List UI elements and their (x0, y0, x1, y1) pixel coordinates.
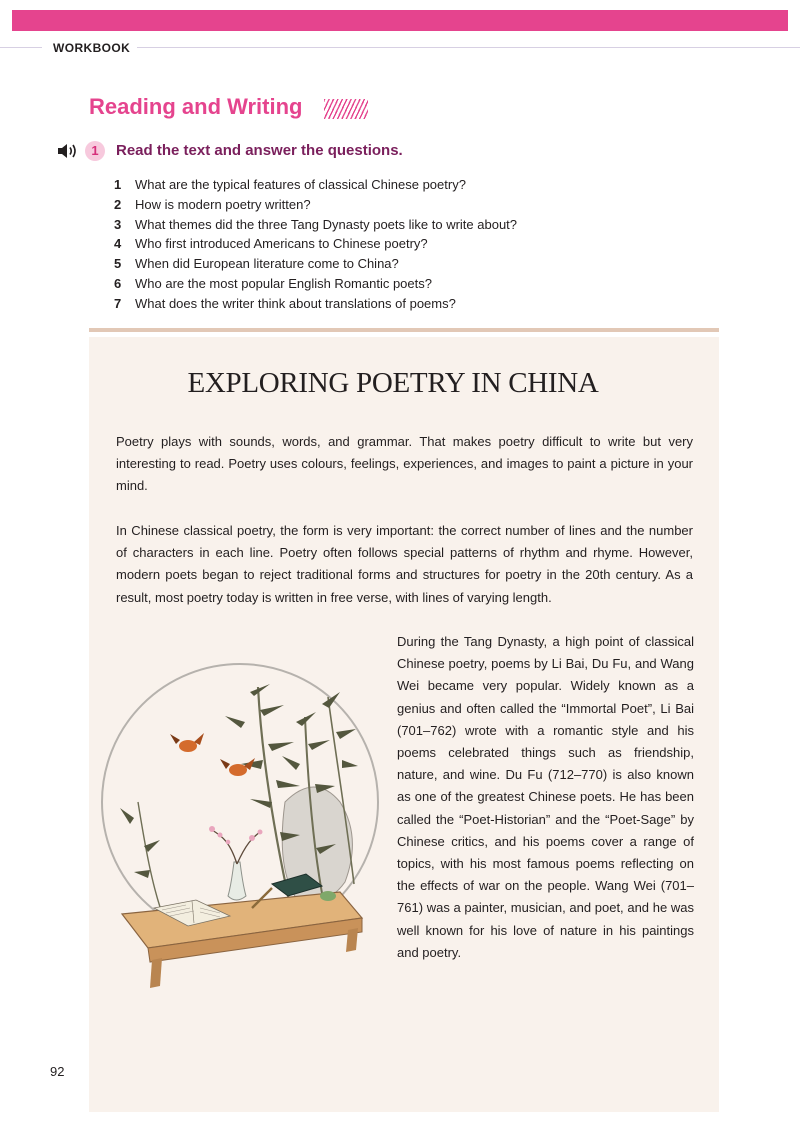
speaker-icon[interactable] (56, 141, 80, 161)
question-number: 1 (114, 177, 122, 192)
section-title: Reading and Writing (89, 94, 303, 119)
workbook-label: WORKBOOK (53, 41, 131, 55)
question-number: 7 (114, 295, 122, 311)
question-number: 3 (114, 216, 122, 232)
question-text: What does the writer think about translations of poems? (135, 295, 456, 311)
question-text: Who are the most popular English Romantic poets? (135, 275, 432, 291)
page-number: 92 (50, 1064, 65, 1079)
question-number: 4 (114, 236, 122, 252)
question-item (114, 195, 517, 215)
question-item (114, 294, 517, 314)
header-divider-right (137, 47, 800, 48)
question-number: 2 (114, 196, 122, 212)
article-paragraph: In Chinese classical poetry, the form is very important: the correct number of lines and the number of characters in each line. Poetry often follows special patterns of rhythm and rhyme. However, modern poets began to reject traditional forms and structures for poetry in the 20th century. As a result, most poetry today is written in free verse, with lines of varying length. (116, 523, 693, 605)
header-divider-left (0, 47, 42, 48)
question-number: 5 (114, 256, 122, 272)
question-text: Who first introduced Americans to Chinese poetry? (135, 236, 428, 252)
question-text: When did European literature come to China? (135, 256, 399, 272)
article-top-rule (89, 328, 719, 332)
question-list (114, 175, 517, 314)
question-item (114, 234, 517, 254)
question-item (114, 215, 517, 235)
question-item (114, 175, 517, 195)
question-text: What themes did the three Tang Dynasty poets like to write about? (135, 216, 518, 232)
question-item (114, 254, 517, 274)
question-number: 6 (114, 275, 122, 291)
question-item (114, 274, 517, 294)
title-hatch-decoration (324, 99, 368, 119)
question-text: How is modern poetry written? (135, 196, 311, 212)
question-text: What are the typical features of classical Chinese poetry? (135, 177, 466, 192)
task-instruction: Read the text and answer the questions. (116, 142, 403, 159)
top-accent-bar (12, 10, 788, 31)
task-number-badge: 1 (85, 141, 105, 161)
article-paragraph: Poetry plays with sounds, words, and grammar. That makes poetry difficult to write but very interesting to read. Poetry uses colours, feelings, experiences, and images to paint a picture in your mind. (116, 434, 693, 494)
article-paragraph: During the Tang Dynasty, a high point of classical Chinese poetry, poems by Li Bai, Du Fu, and Wang Wei became very popular. Widely known as a genius and often called the “Immortal Poet”, Li Bai (701–762) wrote with a romantic style and his poems celebrated things such as friendship, nature, and wine. Du Fu (712–770) is also known as one of the greatest Chinese poets. He has been called the “Poet-Historian” and the “Poet-Sage” by Chinese critics, and his poems cover a range of topics, with his most famous poems reflecting on the effects of war on the people. Wang Wei (701–761) was a painter, musician, and poet, and he was well known for his love of nature in his paintings and poetry. (397, 634, 694, 960)
bamboo-painting-illustration (100, 652, 390, 992)
article-title: EXPLORING POETRY IN CHINA (187, 367, 599, 399)
